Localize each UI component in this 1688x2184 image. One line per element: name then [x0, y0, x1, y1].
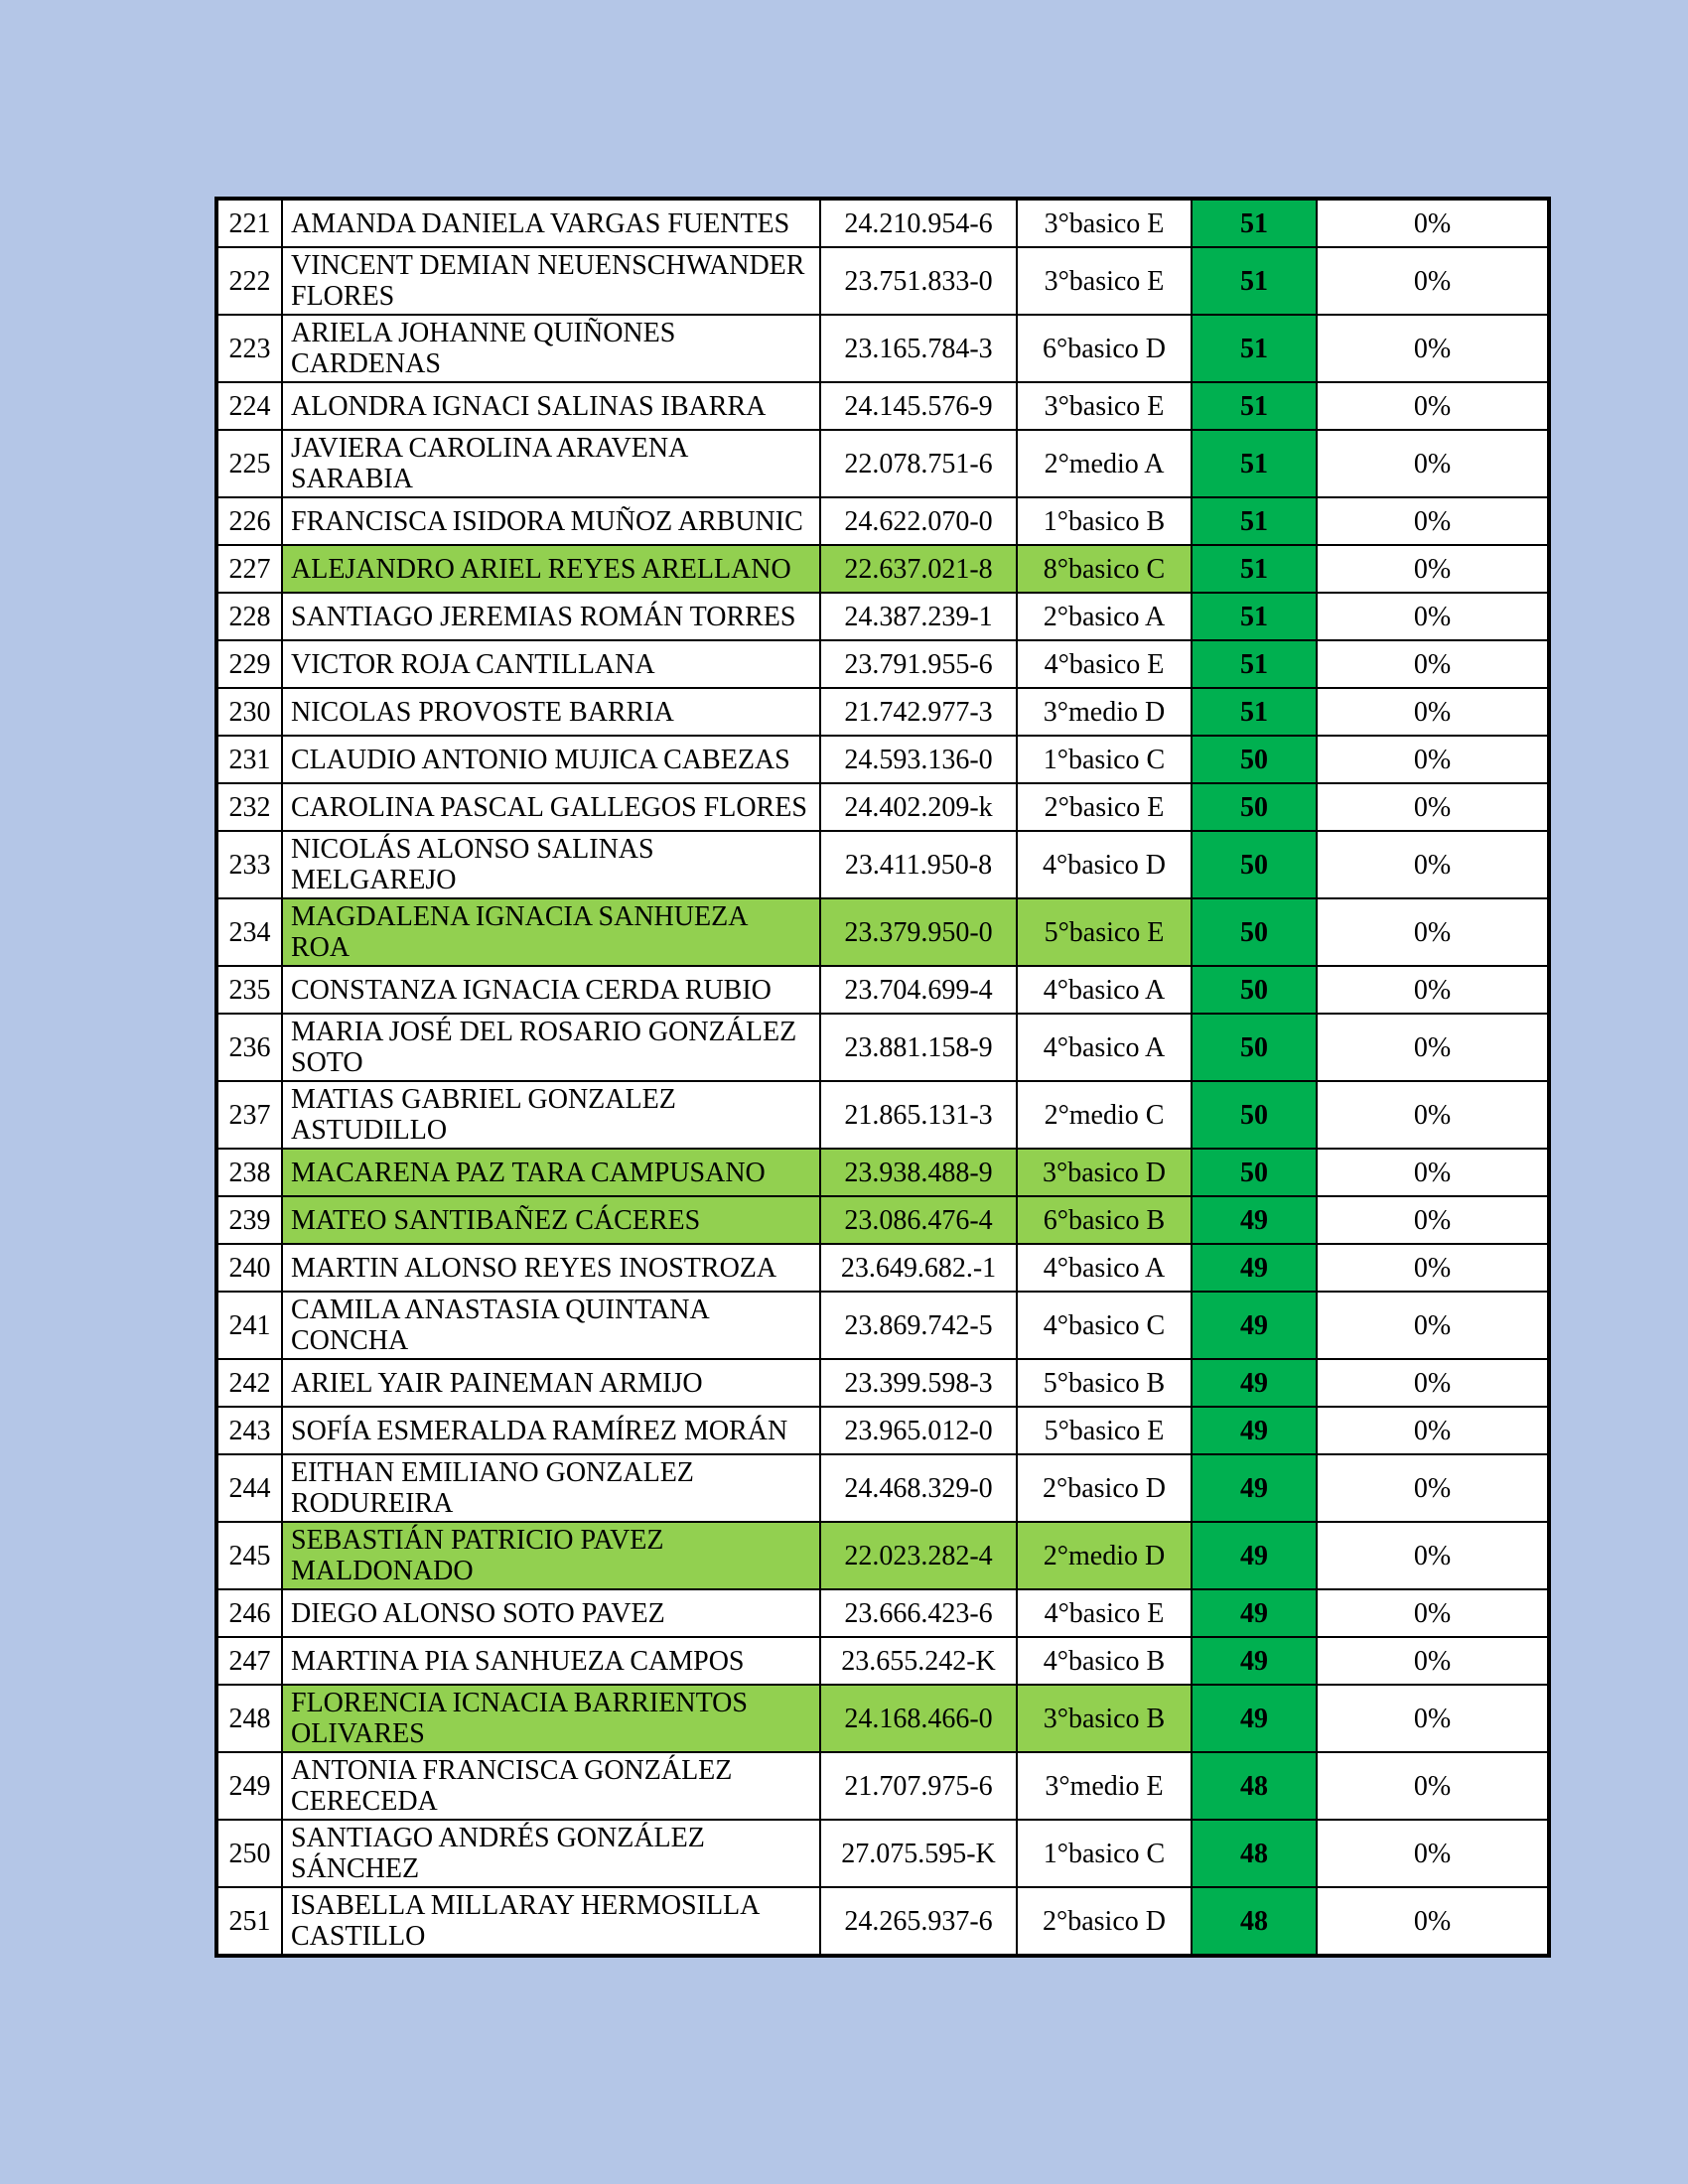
cell-course: 1°basico B — [1017, 497, 1192, 545]
cell-rut: 22.023.282-4 — [820, 1522, 1017, 1589]
cell-student-name: SOFÍA ESMERALDA RAMÍREZ MORÁN — [282, 1407, 820, 1454]
cell-student-name: VICTOR ROJA CANTILLANA — [282, 640, 820, 688]
cell-number: 221 — [216, 199, 282, 247]
cell-student-name: MARTINA PIA SANHUEZA CAMPOS — [282, 1637, 820, 1685]
cell-course: 4°basico E — [1017, 1589, 1192, 1637]
cell-student-name: SEBASTIÁN PATRICIO PAVEZ MALDONADO — [282, 1522, 820, 1589]
cell-student-name: MATEO SANTIBAÑEZ CÁCERES — [282, 1196, 820, 1244]
cell-course: 2°basico D — [1017, 1454, 1192, 1522]
cell-score: 48 — [1192, 1820, 1317, 1887]
cell-student-name: ALONDRA IGNACI SALINAS IBARRA — [282, 382, 820, 430]
cell-score: 49 — [1192, 1407, 1317, 1454]
cell-number: 229 — [216, 640, 282, 688]
cell-percentage: 0% — [1317, 1149, 1549, 1196]
cell-score: 50 — [1192, 736, 1317, 783]
cell-percentage: 0% — [1317, 898, 1549, 966]
cell-course: 3°medio E — [1017, 1752, 1192, 1820]
cell-course: 4°basico E — [1017, 640, 1192, 688]
cell-course: 3°medio D — [1017, 688, 1192, 736]
cell-score: 50 — [1192, 783, 1317, 831]
cell-course: 5°basico B — [1017, 1359, 1192, 1407]
table-row — [216, 898, 1549, 966]
cell-number: 244 — [216, 1454, 282, 1522]
cell-rut: 24.168.466-0 — [820, 1685, 1017, 1752]
table-row — [216, 1522, 1549, 1589]
cell-percentage: 0% — [1317, 1244, 1549, 1292]
cell-score: 51 — [1192, 497, 1317, 545]
cell-student-name: JAVIERA CAROLINA ARAVENA SARABIA — [282, 430, 820, 497]
cell-course: 4°basico D — [1017, 831, 1192, 898]
cell-percentage: 0% — [1317, 382, 1549, 430]
cell-score: 51 — [1192, 688, 1317, 736]
cell-rut: 23.938.488-9 — [820, 1149, 1017, 1196]
cell-number: 249 — [216, 1752, 282, 1820]
cell-course: 3°basico B — [1017, 1685, 1192, 1752]
table-row — [216, 382, 1549, 430]
cell-percentage: 0% — [1317, 1407, 1549, 1454]
cell-student-name: DIEGO ALONSO SOTO PAVEZ — [282, 1589, 820, 1637]
cell-course: 6°basico D — [1017, 315, 1192, 382]
table-row — [216, 1359, 1549, 1407]
cell-number: 228 — [216, 593, 282, 640]
cell-rut: 23.379.950-0 — [820, 898, 1017, 966]
cell-rut: 23.655.242-K — [820, 1637, 1017, 1685]
cell-score: 49 — [1192, 1454, 1317, 1522]
table-row — [216, 831, 1549, 898]
cell-score: 51 — [1192, 545, 1317, 593]
cell-percentage: 0% — [1317, 736, 1549, 783]
cell-course: 2°medio D — [1017, 1522, 1192, 1589]
cell-rut: 24.210.954-6 — [820, 199, 1017, 247]
cell-course: 1°basico C — [1017, 1820, 1192, 1887]
cell-student-name: VINCENT DEMIAN NEUENSCHWANDER FLORES — [282, 247, 820, 315]
cell-percentage: 0% — [1317, 688, 1549, 736]
cell-rut: 24.265.937-6 — [820, 1887, 1017, 1956]
cell-student-name: CLAUDIO ANTONIO MUJICA CABEZAS — [282, 736, 820, 783]
cell-percentage: 0% — [1317, 593, 1549, 640]
cell-percentage: 0% — [1317, 1752, 1549, 1820]
table-row — [216, 1637, 1549, 1685]
cell-number: 222 — [216, 247, 282, 315]
cell-student-name: NICOLAS PROVOSTE BARRIA — [282, 688, 820, 736]
cell-number: 239 — [216, 1196, 282, 1244]
cell-student-name: CAROLINA PASCAL GALLEGOS FLORES — [282, 783, 820, 831]
cell-score: 49 — [1192, 1196, 1317, 1244]
cell-student-name: MARIA JOSÉ DEL ROSARIO GONZÁLEZ SOTO — [282, 1014, 820, 1081]
cell-number: 241 — [216, 1292, 282, 1359]
table-row — [216, 430, 1549, 497]
cell-percentage: 0% — [1317, 1014, 1549, 1081]
table-row — [216, 1292, 1549, 1359]
table-row — [216, 497, 1549, 545]
cell-rut: 22.637.021-8 — [820, 545, 1017, 593]
table-row — [216, 1454, 1549, 1522]
cell-percentage: 0% — [1317, 783, 1549, 831]
cell-student-name: MACARENA PAZ TARA CAMPUSANO — [282, 1149, 820, 1196]
cell-rut: 24.468.329-0 — [820, 1454, 1017, 1522]
cell-course: 4°basico A — [1017, 1244, 1192, 1292]
cell-course: 2°basico E — [1017, 783, 1192, 831]
cell-rut: 23.751.833-0 — [820, 247, 1017, 315]
cell-rut: 21.742.977-3 — [820, 688, 1017, 736]
cell-course: 3°basico D — [1017, 1149, 1192, 1196]
cell-student-name: ISABELLA MILLARAY HERMOSILLA CASTILLO — [282, 1887, 820, 1956]
cell-number: 240 — [216, 1244, 282, 1292]
cell-course: 4°basico A — [1017, 1014, 1192, 1081]
cell-score: 51 — [1192, 199, 1317, 247]
table-row — [216, 736, 1549, 783]
cell-rut: 23.666.423-6 — [820, 1589, 1017, 1637]
cell-student-name: CONSTANZA IGNACIA CERDA RUBIO — [282, 966, 820, 1014]
cell-score: 49 — [1192, 1359, 1317, 1407]
cell-course: 8°basico C — [1017, 545, 1192, 593]
cell-rut: 21.707.975-6 — [820, 1752, 1017, 1820]
table-row — [216, 315, 1549, 382]
cell-number: 226 — [216, 497, 282, 545]
cell-course: 2°basico D — [1017, 1887, 1192, 1956]
cell-course: 3°basico E — [1017, 382, 1192, 430]
cell-score: 49 — [1192, 1522, 1317, 1589]
cell-score: 48 — [1192, 1752, 1317, 1820]
cell-percentage: 0% — [1317, 199, 1549, 247]
cell-percentage: 0% — [1317, 1081, 1549, 1149]
cell-score: 50 — [1192, 898, 1317, 966]
cell-course: 4°basico A — [1017, 966, 1192, 1014]
cell-number: 247 — [216, 1637, 282, 1685]
cell-number: 243 — [216, 1407, 282, 1454]
cell-score: 50 — [1192, 1081, 1317, 1149]
cell-score: 50 — [1192, 966, 1317, 1014]
cell-rut: 23.086.476-4 — [820, 1196, 1017, 1244]
cell-rut: 23.399.598-3 — [820, 1359, 1017, 1407]
cell-percentage: 0% — [1317, 1292, 1549, 1359]
cell-student-name: ARIELA JOHANNE QUIÑONES CARDENAS — [282, 315, 820, 382]
cell-student-name: NICOLÁS ALONSO SALINAS MELGAREJO — [282, 831, 820, 898]
cell-percentage: 0% — [1317, 315, 1549, 382]
cell-student-name: MAGDALENA IGNACIA SANHUEZA ROA — [282, 898, 820, 966]
cell-percentage: 0% — [1317, 1685, 1549, 1752]
cell-percentage: 0% — [1317, 831, 1549, 898]
cell-student-name: MARTIN ALONSO REYES INOSTROZA — [282, 1244, 820, 1292]
cell-course: 3°basico E — [1017, 199, 1192, 247]
cell-course: 5°basico E — [1017, 1407, 1192, 1454]
cell-percentage: 0% — [1317, 1637, 1549, 1685]
cell-score: 49 — [1192, 1589, 1317, 1637]
cell-percentage: 0% — [1317, 497, 1549, 545]
cell-score: 49 — [1192, 1292, 1317, 1359]
cell-rut: 23.165.784-3 — [820, 315, 1017, 382]
cell-number: 235 — [216, 966, 282, 1014]
cell-percentage: 0% — [1317, 1359, 1549, 1407]
cell-score: 50 — [1192, 1014, 1317, 1081]
cell-score: 50 — [1192, 1149, 1317, 1196]
cell-rut: 21.865.131-3 — [820, 1081, 1017, 1149]
cell-number: 225 — [216, 430, 282, 497]
cell-number: 233 — [216, 831, 282, 898]
ranking-table-body — [216, 199, 1549, 1956]
cell-percentage: 0% — [1317, 1820, 1549, 1887]
cell-rut: 27.075.595-K — [820, 1820, 1017, 1887]
cell-rut: 24.402.209-k — [820, 783, 1017, 831]
cell-score: 51 — [1192, 382, 1317, 430]
table-row — [216, 640, 1549, 688]
cell-student-name: MATIAS GABRIEL GONZALEZ ASTUDILLO — [282, 1081, 820, 1149]
table-row — [216, 1752, 1549, 1820]
cell-number: 234 — [216, 898, 282, 966]
cell-percentage: 0% — [1317, 430, 1549, 497]
cell-percentage: 0% — [1317, 640, 1549, 688]
table-row — [216, 1149, 1549, 1196]
cell-number: 251 — [216, 1887, 282, 1956]
table-row — [216, 1820, 1549, 1887]
cell-number: 232 — [216, 783, 282, 831]
cell-student-name: FLORENCIA ICNACIA BARRIENTOS OLIVARES — [282, 1685, 820, 1752]
cell-number: 237 — [216, 1081, 282, 1149]
cell-student-name: EITHAN EMILIANO GONZALEZ RODUREIRA — [282, 1454, 820, 1522]
cell-score: 51 — [1192, 430, 1317, 497]
cell-number: 223 — [216, 315, 282, 382]
cell-rut: 23.411.950-8 — [820, 831, 1017, 898]
cell-percentage: 0% — [1317, 1589, 1549, 1637]
cell-student-name: ALEJANDRO ARIEL REYES ARELLANO — [282, 545, 820, 593]
cell-course: 2°medio A — [1017, 430, 1192, 497]
cell-rut: 23.649.682.-1 — [820, 1244, 1017, 1292]
table-row — [216, 545, 1549, 593]
cell-percentage: 0% — [1317, 1454, 1549, 1522]
cell-number: 246 — [216, 1589, 282, 1637]
cell-number: 224 — [216, 382, 282, 430]
cell-score: 49 — [1192, 1244, 1317, 1292]
cell-course: 4°basico C — [1017, 1292, 1192, 1359]
cell-percentage: 0% — [1317, 1887, 1549, 1956]
table-row — [216, 247, 1549, 315]
cell-rut: 23.881.158-9 — [820, 1014, 1017, 1081]
cell-course: 5°basico E — [1017, 898, 1192, 966]
cell-student-name: ARIEL YAIR PAINEMAN ARMIJO — [282, 1359, 820, 1407]
cell-student-name: CAMILA ANASTASIA QUINTANA CONCHA — [282, 1292, 820, 1359]
table-row — [216, 966, 1549, 1014]
table-row — [216, 1589, 1549, 1637]
cell-score: 51 — [1192, 593, 1317, 640]
table-row — [216, 199, 1549, 247]
cell-rut: 24.387.239-1 — [820, 593, 1017, 640]
table-row — [216, 783, 1549, 831]
cell-student-name: SANTIAGO JEREMIAS ROMÁN TORRES — [282, 593, 820, 640]
table-row — [216, 1014, 1549, 1081]
cell-score: 51 — [1192, 315, 1317, 382]
cell-score: 48 — [1192, 1887, 1317, 1956]
cell-percentage: 0% — [1317, 966, 1549, 1014]
cell-course: 2°medio C — [1017, 1081, 1192, 1149]
cell-number: 231 — [216, 736, 282, 783]
cell-student-name: SANTIAGO ANDRÉS GONZÁLEZ SÁNCHEZ — [282, 1820, 820, 1887]
cell-course: 4°basico B — [1017, 1637, 1192, 1685]
cell-score: 49 — [1192, 1637, 1317, 1685]
cell-number: 248 — [216, 1685, 282, 1752]
cell-percentage: 0% — [1317, 1522, 1549, 1589]
cell-course: 1°basico C — [1017, 736, 1192, 783]
cell-rut: 23.869.742-5 — [820, 1292, 1017, 1359]
cell-number: 238 — [216, 1149, 282, 1196]
cell-number: 227 — [216, 545, 282, 593]
cell-rut: 24.622.070-0 — [820, 497, 1017, 545]
cell-course: 2°basico A — [1017, 593, 1192, 640]
cell-student-name: AMANDA DANIELA VARGAS FUENTES — [282, 199, 820, 247]
cell-number: 236 — [216, 1014, 282, 1081]
cell-rut: 22.078.751-6 — [820, 430, 1017, 497]
cell-number: 250 — [216, 1820, 282, 1887]
cell-percentage: 0% — [1317, 247, 1549, 315]
cell-percentage: 0% — [1317, 1196, 1549, 1244]
table-row — [216, 1887, 1549, 1956]
cell-rut: 23.965.012-0 — [820, 1407, 1017, 1454]
table-row — [216, 688, 1549, 736]
cell-course: 6°basico B — [1017, 1196, 1192, 1244]
cell-score: 50 — [1192, 831, 1317, 898]
cell-student-name: FRANCISCA ISIDORA MUÑOZ ARBUNIC — [282, 497, 820, 545]
cell-number: 242 — [216, 1359, 282, 1407]
cell-rut: 23.704.699-4 — [820, 966, 1017, 1014]
table-row — [216, 1196, 1549, 1244]
cell-score: 49 — [1192, 1685, 1317, 1752]
table-row — [216, 1685, 1549, 1752]
cell-course: 3°basico E — [1017, 247, 1192, 315]
cell-student-name: ANTONIA FRANCISCA GONZÁLEZ CERECEDA — [282, 1752, 820, 1820]
table-row — [216, 1244, 1549, 1292]
cell-rut: 24.593.136-0 — [820, 736, 1017, 783]
cell-number: 245 — [216, 1522, 282, 1589]
table-row — [216, 1081, 1549, 1149]
cell-score: 51 — [1192, 640, 1317, 688]
cell-rut: 24.145.576-9 — [820, 382, 1017, 430]
cell-percentage: 0% — [1317, 545, 1549, 593]
cell-rut: 23.791.955-6 — [820, 640, 1017, 688]
cell-score: 51 — [1192, 247, 1317, 315]
table-row — [216, 593, 1549, 640]
cell-number: 230 — [216, 688, 282, 736]
table-row — [216, 1407, 1549, 1454]
ranking-table — [214, 197, 1551, 1958]
